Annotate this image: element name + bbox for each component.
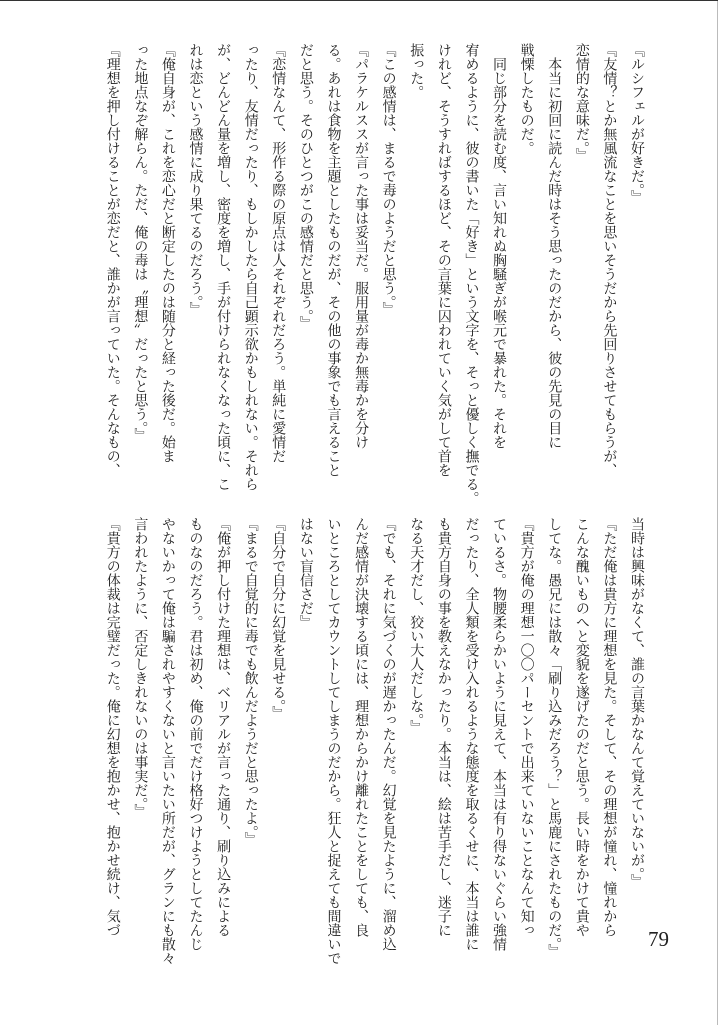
- text-line: 恋情的な意味だ。』: [573, 43, 590, 162]
- text-line: 『貴方が俺の理想一〇〇パーセントで出来ていないことなんて知っ: [518, 517, 535, 937]
- text-line: 『でも、それに気づくのが遅かったんだ。幻覚を見たように、溜め込: [380, 517, 397, 951]
- page-number: 79: [648, 927, 669, 951]
- text-block-lower: [98, 517, 650, 1007]
- text-line: 『貴方の体裁は完璧だった。俺に幻想を抱かせ、抱かせ続け、気づ: [104, 517, 121, 937]
- text-line: 『自分で自分に幻覚を見せる。』: [270, 517, 287, 720]
- text-line: 『友情？とか無風流なことを思いそうだから先回りさせてもらうが、: [601, 43, 618, 477]
- text-line: けれど、そうすればするほど、その言葉に囚われていく気がして首を: [435, 43, 452, 477]
- text-line: 『この感情は、まるで毒のようだと思う。』: [380, 43, 397, 316]
- text-line: だったり、全人類を受け入れるような態度を取るくせに、本当は誰に: [463, 517, 480, 951]
- text-line: 『俺自身が、これを恋心だと断定したのは随分と経った後だ。始ま: [159, 43, 176, 463]
- text-line: してな。愚兄には散々「刷り込みだろう？」と馬鹿にされたものだ。』: [546, 517, 563, 958]
- text-line: 『恋情なんて、形作る際の原点は人それぞれだろう。単純に愛情だ: [270, 43, 287, 463]
- text-line: んだ感情が決壊する頃には、理想からかけ離れたことをしても、良: [353, 517, 370, 937]
- text-line: 『理想を押し付けることが恋だと、誰かが言っていた。そんなもの、: [104, 43, 121, 477]
- text-line: やないかって俺は騙されやすくないと言いたい所だが、グランにも散々: [159, 517, 176, 965]
- text-line: ているさ。物腰柔らかいように見えて、本当は有り得ないぐらい強情: [491, 517, 508, 951]
- text-line: 『まるで自覚的に毒でも飲んだようだと思ったよ。』: [242, 517, 259, 846]
- text-line: ったり、友情だったり、もしかしたら自己顕示欲かもしれない。それら: [242, 43, 259, 491]
- text-line: 本当に初回に読んだ時はそう思ったのだから、彼の先見の目に: [546, 43, 563, 449]
- text-line: 『ただ俺は貴方に理想を見た。そして、その理想が憧れ、憧れから: [601, 517, 618, 937]
- text-line: 『ルシフェルが好きだ。』: [629, 43, 645, 204]
- text-line: 宥めるように、彼の書いた「好き」という文字を、そっと優しく撫でる。: [463, 43, 480, 505]
- text-line: ものなのだろう。君は初め、俺の前でだけ格好つけようとしてたんじ: [187, 517, 204, 951]
- text-line: 言われたように、否定しきれないのは事実だ。』: [132, 517, 149, 818]
- text-block-upper: [98, 43, 650, 509]
- text-line: なる天才だし、狡い大人だしな。』: [408, 517, 425, 734]
- text-line: 『俺が押し付けた理想は、ベリアルが言った通り、刷り込みによる: [215, 517, 232, 937]
- text-line: った地点なぞ解らん。ただ、俺の毒は〝理想〟だったと思う。』: [132, 43, 149, 442]
- text-line: 『パラケルススが言った事は妥当だ。服用量が毒か無毒かを分け: [353, 43, 370, 449]
- text-line: も貴方自身の事を教えなかったり。本当は、絵は苦手だし、迷子に: [435, 517, 452, 937]
- text-line: が、どんどん量を増し、密度を増し、手が付けられなくなった頃に、こ: [215, 43, 232, 491]
- text-line: 振った。: [408, 43, 425, 99]
- text-line: いところとしてカウントしてしまうのだから。狂人と捉えても間違いで: [325, 517, 342, 965]
- text-line: こんな醜いものへと変貌を遂げたのだと思う。長い時をかけて貴や: [573, 517, 590, 937]
- text-line: はない盲信さだ』: [297, 517, 314, 629]
- text-line: だと思う。そのひとつがこの感情だと思う。』: [297, 43, 314, 330]
- text-line: 当時は興味がなくて、誰の言葉かなんて覚えていないが。』: [629, 517, 645, 888]
- text-line: 同じ部分を読む度、言い知れぬ胸騒ぎが喉元で暴れた。それを: [491, 43, 508, 449]
- text-line: れは恋という感情に成り果てるのだろう。』: [187, 43, 204, 316]
- text-line: る。あれは食物を主題としたものだが、その他の事象でも言えること: [325, 43, 342, 477]
- text-line: 戦慄したものだ。: [518, 43, 535, 155]
